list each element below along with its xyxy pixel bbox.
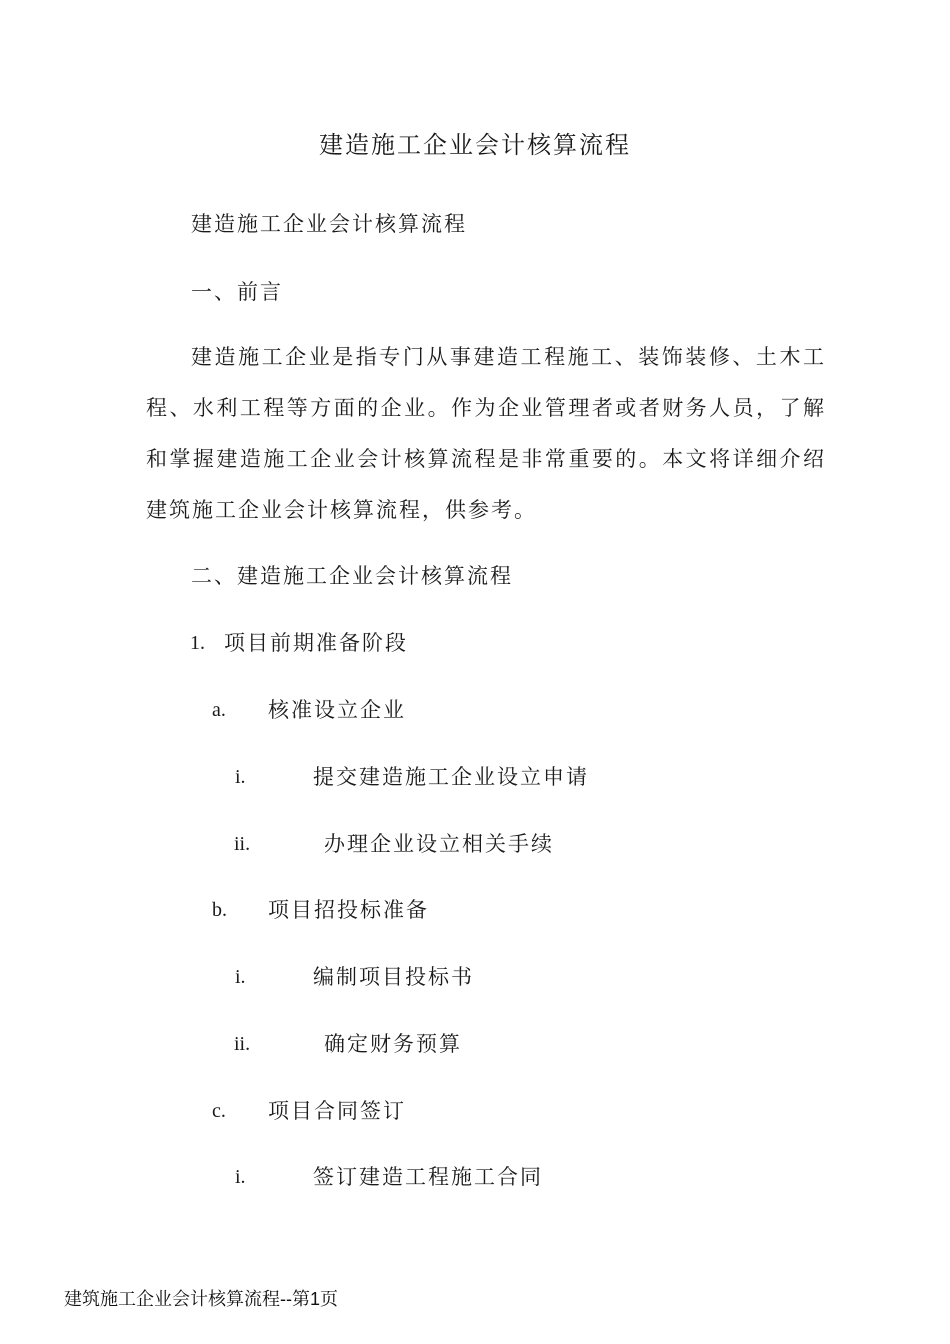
list-marker-b-ii: ii. xyxy=(234,1033,251,1055)
list-marker-a-ii: ii. xyxy=(234,833,251,855)
list-marker-a: a. xyxy=(212,699,226,721)
list-item-c: 项目合同签订 xyxy=(268,1099,406,1123)
list-item-c-i: 签订建造工程施工合同 xyxy=(313,1165,543,1189)
list-marker-a-i: i. xyxy=(235,766,246,788)
list-item-a-ii: 办理企业设立相关手续 xyxy=(324,832,554,856)
list-item-b-i: 编制项目投标书 xyxy=(313,965,474,989)
list-item-step-1: 项目前期准备阶段 xyxy=(224,631,408,655)
list-marker-b-i: i. xyxy=(235,966,246,988)
list-marker-c-i: i. xyxy=(235,1166,246,1188)
list-item-b-ii: 确定财务预算 xyxy=(324,1032,462,1056)
list-item-a: 核准设立企业 xyxy=(268,698,406,722)
list-item-a-i: 提交建造施工企业设立申请 xyxy=(313,765,589,789)
intro-paragraph: 建造施工企业是指专门从事建造工程施工、装饰装修、土木工程、水利工程等方面的企业。作为企业管理者或者财务人员，了解和掌握建造施工企业会计核算流程是非常重要的。本文将详细介绍建筑施工企业会计核算流程，供参考。 xyxy=(146,345,826,522)
page-footer: 建筑施工企业会计核算流程--第1页 xyxy=(64,1289,338,1309)
section-heading-process: 二、建造施工企业会计核算流程 xyxy=(191,564,513,588)
document-title: 建造施工企业会计核算流程 xyxy=(319,131,631,159)
list-marker-b: b. xyxy=(212,899,227,921)
list-item-b: 项目招投标准备 xyxy=(268,898,429,922)
list-marker-c: c. xyxy=(212,1100,226,1122)
list-marker-step-1: 1. xyxy=(190,632,205,654)
section-heading-preface: 一、前言 xyxy=(191,280,283,304)
document-subtitle: 建造施工企业会计核算流程 xyxy=(191,212,467,236)
